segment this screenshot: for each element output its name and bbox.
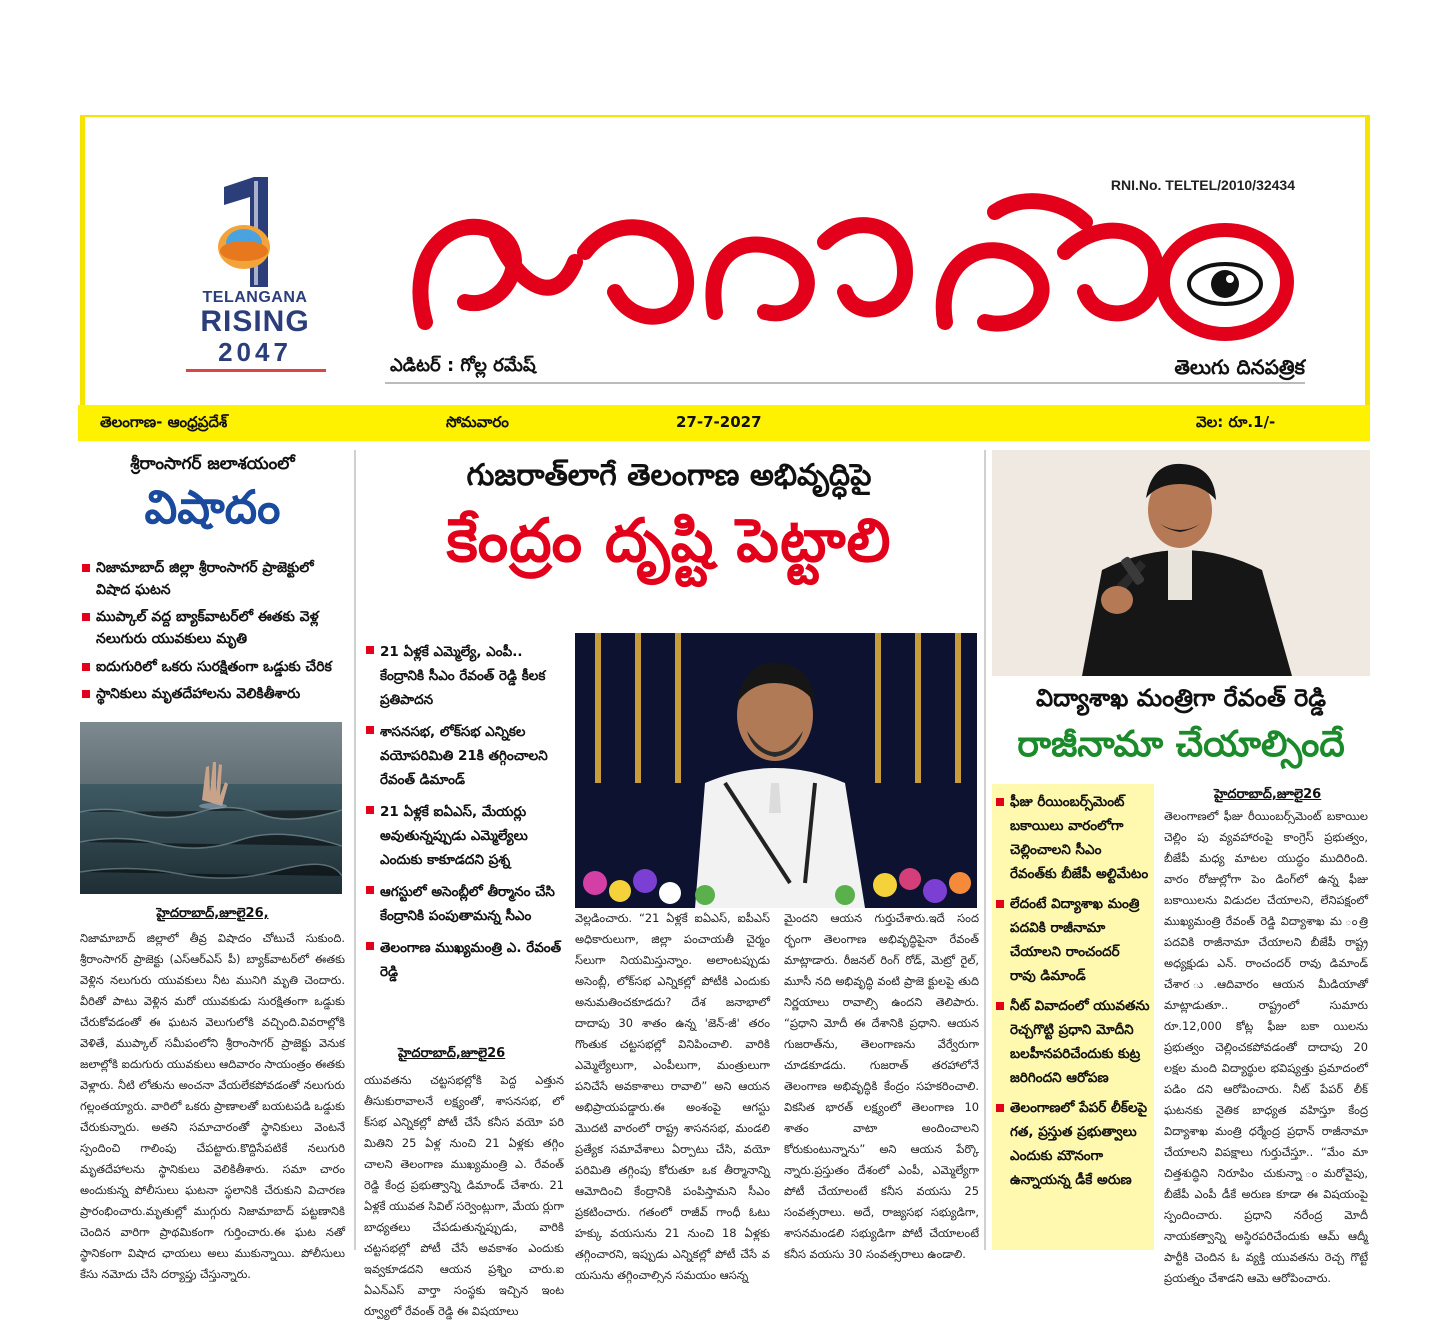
region-label: తెలంగాణ- ఆంధ్రప్రదేశ్ xyxy=(100,413,228,431)
date-bar xyxy=(78,405,1370,441)
bjp-leader-photo xyxy=(992,450,1370,676)
left-story xyxy=(80,450,345,1282)
telangana-rising-logo xyxy=(180,177,330,377)
left-bullet: ముప్కాల్ వద్ద బ్యాక్‌వాటర్‌లో ఈతకు వెళ్ల నలుగురు యువకులు మృతి xyxy=(80,607,345,650)
rising-one-icon xyxy=(210,177,280,287)
column-divider xyxy=(354,450,356,1250)
logo-underline xyxy=(186,369,326,372)
chief-minister-photo xyxy=(575,633,977,908)
right-story xyxy=(992,450,1370,1285)
left-kicker: శ్రీరాంసాగర్ జలాశయంలో xyxy=(130,454,295,474)
logo-year: 2047 xyxy=(218,337,292,367)
right-highlights xyxy=(992,784,1154,1250)
left-bullet: స్థానికులు మృతదేహాలను వెలికితీశారు xyxy=(80,684,345,706)
editor-credit: ఎడిటర్ : గోల్ల రమేష్ xyxy=(390,355,536,376)
main-bullets xyxy=(364,640,564,992)
right-bullet: నీట్ వివాదంలో యువతను రెచ్చగొట్టి ప్రధాని మోదీని బలహీనపరిచేందుకు కుట్ర జరిగిందని ఆరోపణ xyxy=(996,994,1150,1090)
main-body-col2: వెల్లడించారు. “21 ఏళ్లకే ఐఏఎస్, ఐపీఎస్ అధికారులుగా, జిల్లా పంచాయతీ చైర్మం స్‌లుగా నియమిస్తున్నాం. అలాంటప్పుడు అసెంబ్లీ, లోక్‌సభ ఎన్నికల్లో పోటీకి ఎందుకు అనుమతించకూడదు? దేశ జనాభాలో దాదాపు 30 శాతం ఉన్న 'జెన్-జీ' తరం గొంతుక చట్టసభల్లో వినిపించాలి. వారికి ఎమ్మెల్యేలుగా, ఎంపీలుగా, మంత్రులుగా పనిచేసే అవకాశాలు రావాలి” అని ఆయన అభిప్రాయపడ్డారు.ఈ అంశంపై ఆగస్టు మొదటి వారంలో రాష్ట్ర శాసనసభ, మండలి ప్రత్యేక సమావేశాలు ఏర్పాటు చేసి, వయో పరిమితి తగ్గింపు కోరుతూ ఒక తీర్మానాన్ని ఆమోదించి కేంద్రానికి పంపిస్తామని సీఎం ప్రకటించారు. గతంలో రాజీవ్ గాంధీ ఓటు హక్కు వయసును 21 నుంచి 18 ఏళ్లకు తగ్గించారని, ఇప్పుడు ఎన్నికల్లో పోటీ చేసే వ యసును తగ్గించాల్సిన సమయం ఆసన్న xyxy=(575,911,770,1282)
main-bullet: శాసనసభ, లోక్‌సభ ఎన్నికల వయోపరిమితి 21కి తగ్గించాలని రేవంత్ డిమాండ్ xyxy=(364,720,564,792)
day-label: సోమవారం xyxy=(446,413,509,431)
right-dateline: హైదరాబాద్,జూలై26 xyxy=(1214,787,1322,802)
main-kicker: గుజరాత్‌లాగే తెలంగాణ అభివృద్ధిపై xyxy=(466,458,872,493)
masthead xyxy=(80,115,1370,405)
rni-number: RNI.No. TELTEL/2010/32434 xyxy=(1110,177,1295,193)
drowning-hand-photo xyxy=(80,722,342,894)
right-bullet: తెలంగాణలో పేపర్ లీక్‌లపై గత, ప్రస్తుత ప్రభుత్వాలు ఎందుకు మౌనంగా ఉన్నాయన్న డీకే అరుణ xyxy=(996,1096,1150,1192)
main-bullet: 21 ఏళ్లకే ఎమ్మెల్యే, ఎంపీ.. కేంద్రానికి సీఎం రేవంత్ రెడ్డి కీలక ప్రతిపాదన xyxy=(364,640,564,712)
price-label: వెల: రూ.1/- xyxy=(1196,413,1276,431)
main-story xyxy=(358,450,980,1318)
column-divider xyxy=(984,450,986,1250)
main-dateline: హైదరాబాద్,జూలై26 xyxy=(398,1046,506,1061)
left-body: నిజామాబాద్ జిల్లాలో తీవ్ర విషాదం చోటుచే సుకుంది. శ్రీరాంసాగర్ ప్రాజెక్టు (ఎస్ఆర్ఎస్ పీ) బ్యాక్‌వాటర్‌లో ఈతకు వెళ్లిన నలుగురు యువకులు నీట మునిగి మృతి చెందారు. వీరితో పాటు వెళ్లిన మరో యువకుడు సురక్షితంగా ఒడ్డుకు చేరుకోవడంతో ఈ ఘటన వెలుగులోకి వచ్చింది.వివరాల్లోకి వెళితే, ముప్కాల్ సమీపంలోని శ్రీరాంసాగర్ ప్రాజెక్టు వెనుక జలాల్లోకి ఐదుగురు యువకులు ఆదివారం సాయంత్రం ఈతకు వెళ్లారు. నీటి లోతును అంచనా వేయలేకపోవడంతో నలుగురు గల్లంతయ్యారు. వారిలో ఒకరు ప్రాణాలతో బయటపడి ఒడ్డుకు చేరుకున్నారు. అతని సమాచారంతో స్థానికులు వెంటనే స్పందించి గాలింపు చేపట్టారు.కొద్దిసేపటికే నలుగురి మృతదేహాలను స్థానికులు వెలికితీశారు. సమా చారం అందుకున్న పోలీసులు ఘటనా స్థలానికి చేరుకుని విచారణ ప్రారంభించారు.మృతుల్లో ముగ్గురు నిజామాబాద్ పట్టణానికి చెందిన వారిగా ప్రాథమికంగా గుర్తించారు.ఈ ఘట నతో స్థానికంగా విషాద ఛాయలు అలు ముకున్నాయి. పోలీసులు కేసు నమోదు చేసి దర్యాప్తు చేస్తున్నారు. xyxy=(80,931,345,1282)
left-bullet: ఐదుగురిలో ఒకరు సురక్షితంగా ఒడ్డుకు చేరిక xyxy=(80,657,345,679)
left-dateline: హైదరాబాద్,జూలై26, xyxy=(156,906,269,922)
masthead-rule xyxy=(385,382,1305,384)
main-body-col3: మైందని ఆయన గుర్తుచేశారు.ఇదే సంద ర్భంగా తెలంగాణ అభివృద్ధిపైనా రేవంత్ మాట్లాడారు. రీజనల్ రింగ్ రోడ్, మెట్రో రైల్, మూసీ నది అభివృద్ధి వంటి ప్రాజె క్టులపై తుది నిర్ణయాలు రావాల్సి ఉందని తెలిపారు. “ప్రధాని మోదీ ఈ దేశానికి ప్రధాని. ఆయన గుజరాత్‌ను, తెలంగాణను వేర్వేరుగా చూడకూడదు. గుజరాత్ తరహాలోనే తెలంగాణ అభివృద్ధికి కేంద్రం సహకరించాలి. వికసిత భారత్ లక్ష్యంలో తెలంగాణ 10 శాతం వాటా అందించాలని కోరుకుంటున్నాను” అని ఆయన పేర్కొ న్నారు.ప్రస్తుతం దేశంలో ఎంపీ, ఎమ్మెల్యేగా పోటీ చేయాలంటే కనీస వయసు 25 సంవత్సరాలు. అదే, రాజ్యసభ సభ్యుడిగా, శాసనమండలి సభ్యుడిగా పోటీ చేయాలంటే కనీస వయసు 30 సంవత్సరాలు ఉండాలి. xyxy=(784,911,979,1261)
left-headline: విషాదం xyxy=(144,480,281,534)
right-kicker: విద్యాశాఖ మంత్రిగా రేవంత్ రెడ్డి xyxy=(1036,684,1326,712)
left-bullet: నిజామాబాద్ జిల్లా శ్రీరాంసాగర్ ప్రాజెక్టులో విషాద ఘటన xyxy=(80,558,345,601)
main-bullet: తెలంగాణ ముఖ్యమంత్రి ఎ. రేవంత్ రెడ్డి xyxy=(364,936,564,984)
main-bullet: ఆగస్టులో అసెంబ్లీలో తీర్మానం చేసి కేంద్రానికి పంపుతామన్న సీఎం xyxy=(364,880,564,928)
main-headline: కేంద్రం దృష్టి పెట్టాలి xyxy=(446,506,892,576)
left-bullets xyxy=(80,558,345,706)
date-label: 27-7-2027 xyxy=(676,413,762,431)
logo-telangana: TELANGANA xyxy=(202,289,308,306)
tagline: తెలుగు దినపత్రిక xyxy=(1174,355,1305,379)
right-body: తెలంగాణలో ఫీజు రీయింబర్స్‌మెంట్ బకాయిల చెల్లిం పు వ్యవహారంపై కాంగ్రెస్ ప్రభుత్వం, బీజేపీ మధ్య మాటల యుద్ధం ముదిరింది. వారం రోజుల్లోగా పెం డింగ్‌లో ఉన్న ఫీజు బకాయిలను విడుదల చేయాలని, లేనిపక్షంలో ముఖ్యమంత్రి రేవంత్ రెడ్డి విద్యాశాఖ మ ంత్రి పదవికి రాజీనామా చేయాలని బీజేపీ రాష్ట్ర అధ్యక్షుడు ఎన్. రాంచందర్ రావు డిమాండ్ చేశార ు.ఆదివారం ఆయన మీడియాతో మాట్లాడుతూ.. రాష్ట్రంలో సుమారు రూ.12,000 కోట్ల ఫీజు బకా యిలను ప్రభుత్వం చెల్లించకపోవడంతో దాదాపు 20 లక్షల మంది విద్యార్థుల భవిష్యత్తు ప్రమాదంలో పడిం దని ఆరోపించారు. నీట్ పేపర్ లీక్ ఘటనకు నైతిక బాధ్యత వహిస్తూ కేంద్ర విద్యాశాఖ మంత్రి ధర్మేంద్ర ప్రధాన్ రాజీనామా చేయాలని విపక్షాలు గుర్తుచేస్తూ.. “మేం మా చిత్తశుద్ధిని నిరూపిం చుకున్నా ంమరోవైపు, బీజేపీ ఎంపీ డీకే అరుణ కూడా ఈ విషయంపై స్పందించారు. ప్రధాని నరేంద్ర మోదీ నాయకత్వాన్ని అస్థిరపరిచేందుకు ఆమ్ ఆద్మీ పార్టీకి చెందిన ఓ వ్యక్తి యువతను రెచ్చ గొట్టే ప్రయత్నం చేశాడని ఆమె ఆరోపించారు. xyxy=(1164,809,1368,1285)
main-body-col1: యువతను చట్టసభల్లోకి పెద్ద ఎత్తున తీసుకురావాలనే లక్ష్యంతో, శాసనసభ, లో క్‌సభ ఎన్నికల్లో పోటీ చేసే కనీస వయో పరి మితిని 25 ఏళ్ల నుంచి 21 ఏళ్లకు తగ్గిం చాలని తెలంగాణ ముఖ్యమంత్రి ఎ. రేవంత్ రెడ్డి కేంద్ర ప్రభుత్వాన్ని డిమాండ్ చేశారు. 21 ఏళ్లకే యువత సివిల్ సర్వెంట్లుగా, మేయ ర్లుగా బాధ్యతలు చేపడుతున్నప్పుడు, వారికి చట్టసభల్లో పోటీ చేసే అవకాశం ఎందుకు ఇవ్వకూడదని ఆయన ప్రశ్నిం చారు.ఐ ఏఎన్ఎస్ వార్తా సంస్థకు ఇచ్చిన ఇంట ర్వ్యూలో రేవంత్ రెడ్డి ఈ విషయాలు xyxy=(364,1073,564,1318)
main-bullet: 21 ఏళ్లకే ఐఏఎస్, మేయర్లు అవుతున్నప్పుడు ఎమ్మెల్యేలు ఎందుకు కాకూడదని ప్రశ్న xyxy=(364,800,564,872)
right-bullet: లేదంటే విద్యాశాఖ మంత్రి పదవికి రాజీనామా చేయాలని రాంచందర్ రావు డిమాండ్ xyxy=(996,892,1150,988)
right-bullet: ఫీజు రీయింబర్స్‌మెంట్ బకాయిలు వారంలోగా చెల్లించాలని సీఎం రేవంత్‌కు బీజేపీ అల్టిమేటం xyxy=(996,790,1150,886)
logo-rising: RISING xyxy=(200,305,310,338)
right-headline: రాజీనామా చేయాల్సిందే xyxy=(1017,724,1345,765)
paper-nameplate xyxy=(385,172,1295,377)
paper-name-text: అన్వేషనేత్రం xyxy=(816,359,864,370)
